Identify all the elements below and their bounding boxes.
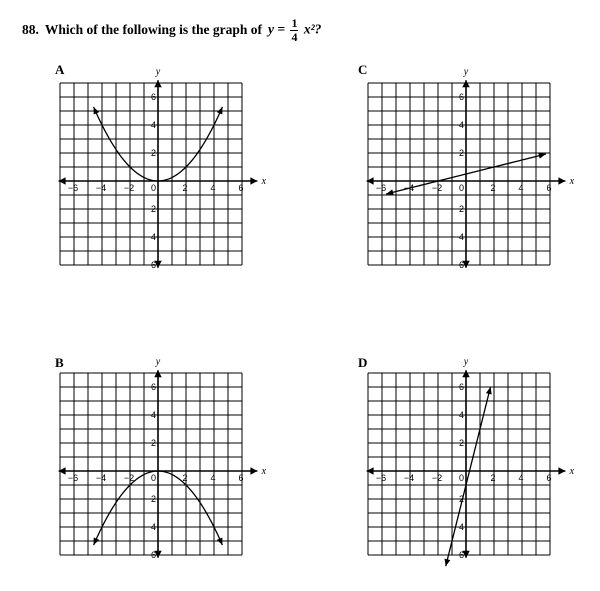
choice-label-d: D [358, 355, 368, 370]
y-tick-label: 2 [458, 438, 464, 448]
origin-label: 0 [458, 183, 464, 193]
y-axis-arrow-up [462, 80, 470, 87]
x-axis-arrow-right [250, 177, 257, 185]
graph-c [368, 66, 575, 283]
question-number: 88. [22, 22, 39, 37]
y-tick-label: 2 [150, 438, 156, 448]
y-tick-label: −4 [453, 232, 464, 242]
y-tick-label: −2 [453, 204, 464, 214]
y-tick-label: 4 [458, 410, 464, 420]
equation [268, 17, 321, 44]
x-axis-label: x [261, 176, 267, 187]
x-tick-label: 6 [546, 473, 552, 483]
x-tick-label: −2 [431, 473, 443, 483]
question-prompt: Which of the following is the graph of [44, 22, 263, 37]
y-axis-arrow-up [462, 370, 470, 377]
choice-label-c: C [358, 62, 368, 77]
y-tick-label: 6 [150, 92, 156, 102]
equation-lhs: y = [268, 21, 286, 37]
origin-label: 0 [150, 183, 156, 193]
choice-label-b: B [55, 355, 64, 370]
y-tick-label: 6 [150, 382, 156, 392]
choice-label-a: A [55, 62, 65, 77]
y-tick-label: −4 [145, 522, 156, 532]
equation-fraction [290, 17, 298, 44]
y-axis-label: y [155, 356, 161, 368]
graph-d [368, 356, 575, 573]
x-axis-label: x [569, 466, 575, 477]
x-tick-label: −6 [375, 183, 387, 193]
y-tick-label: −6 [145, 550, 156, 560]
x-tick-label: −6 [375, 473, 387, 483]
x-tick-label: 4 [210, 183, 216, 193]
y-tick-label: 4 [150, 410, 156, 420]
y-tick-label: −6 [145, 260, 156, 270]
x-tick-label: −6 [67, 473, 79, 483]
x-axis-arrow-right [250, 467, 257, 475]
y-tick-label: 2 [150, 148, 156, 158]
x-tick-label: 6 [238, 183, 244, 193]
x-tick-label: −4 [95, 473, 107, 483]
x-tick-label: 2 [490, 183, 496, 193]
fraction-numerator: 1 [291, 15, 298, 30]
x-tick-label: −6 [67, 183, 79, 193]
y-tick-label: 6 [458, 92, 464, 102]
y-axis-label: y [463, 356, 469, 368]
x-tick-label: 2 [182, 473, 188, 483]
y-tick-label: 4 [150, 120, 156, 130]
fraction-denominator: 4 [291, 29, 298, 44]
x-tick-label: −2 [123, 183, 135, 193]
x-axis-label: x [569, 176, 575, 187]
x-tick-label: −2 [431, 183, 443, 193]
y-tick-label: 4 [458, 120, 464, 130]
y-axis-arrow-up [154, 370, 162, 377]
x-tick-label: 4 [518, 183, 524, 193]
x-tick-label: 6 [238, 473, 244, 483]
x-tick-label: −4 [403, 183, 415, 193]
equation-rhs: x²? [303, 21, 322, 37]
x-axis-label: x [261, 466, 267, 477]
y-tick-label: −2 [145, 204, 156, 214]
x-tick-label: −2 [123, 473, 135, 483]
y-axis-label: y [155, 66, 161, 78]
x-axis-arrow-right [558, 467, 565, 475]
y-axis-arrow-up [154, 80, 162, 87]
y-tick-label: 2 [458, 148, 464, 158]
y-tick-label: −4 [453, 522, 464, 532]
y-tick-label: 6 [458, 382, 464, 392]
y-tick-label: −6 [453, 260, 464, 270]
y-tick-label: −6 [453, 550, 464, 560]
y-tick-label: −2 [145, 494, 156, 504]
origin-label: 0 [150, 473, 156, 483]
y-tick-label: −2 [453, 494, 464, 504]
x-tick-label: 2 [182, 183, 188, 193]
y-tick-label: −4 [145, 232, 156, 242]
question-text [22, 12, 321, 48]
x-tick-label: 6 [546, 183, 552, 193]
x-tick-label: 4 [518, 473, 524, 483]
graph-a [60, 66, 267, 283]
x-axis-arrow-right [558, 177, 565, 185]
origin-label: 0 [458, 473, 464, 483]
x-tick-label: −4 [403, 473, 415, 483]
x-tick-label: 2 [490, 473, 496, 483]
x-tick-label: −4 [95, 183, 107, 193]
y-axis-label: y [463, 66, 469, 78]
graph-b [60, 356, 267, 573]
x-tick-label: 4 [210, 473, 216, 483]
